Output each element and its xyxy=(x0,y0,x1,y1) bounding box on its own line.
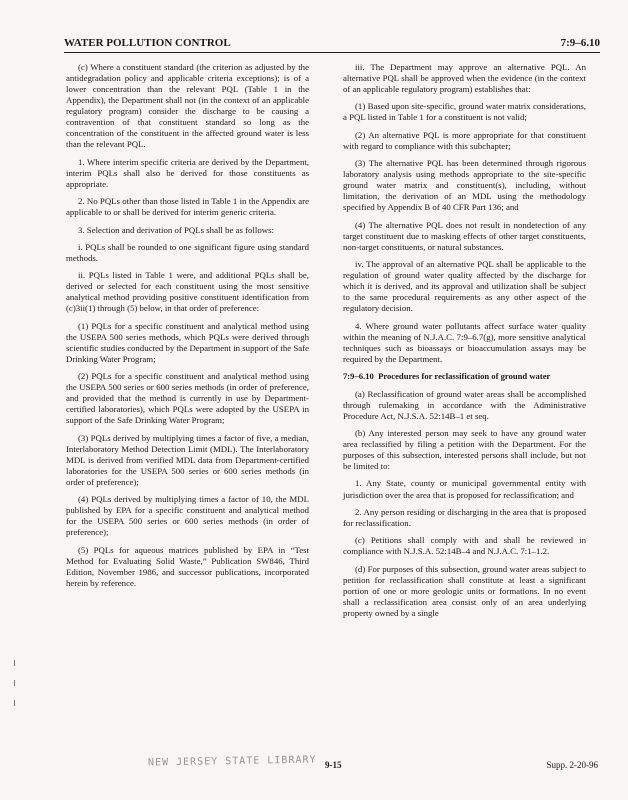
paragraph: 4. Where ground water pollutants affect surface water quality within the meaning of N.J.A.C. 7:9–6.7(g), more sensitive analytical techniques such as bioassays or bioaccumulation assays may be required by the Department. xyxy=(343,320,586,364)
section-title: Procedures for reclassification of ground water xyxy=(378,371,551,382)
paragraph: (5) PQLs for aqueous matrices published by EPA in “Test Method for Evaluating Solid Waste,” Publication SW846, Third Edition, November 1986, and successor publications, incorporated herein by reference. xyxy=(66,544,309,588)
section-number: 7:9–6.10 xyxy=(343,371,374,382)
paragraph: (2) An alternative PQL is more appropriate for that constituent with regard to compliance with this subchapter; xyxy=(343,129,586,151)
header-section-number: 7:9–6.10 xyxy=(560,37,600,49)
paragraph: (1) Based upon site-specific, ground water matrix considerations, a PQL listed in Table 1 for a constituent is not valid; xyxy=(343,101,586,123)
paragraph: ii. PQLs listed in Table 1 were, and additional PQLs shall be, derived or selected for each constituent using the most sensitive analytical method providing positive constituent identification from (c)3ii(1) through (5) below, in that order of preference: xyxy=(66,270,309,314)
page-footer xyxy=(0,754,628,780)
paragraph: (c) Petitions shall comply with and shall be reviewed in compliance with N.J.S.A. 52:14B–4 and N.J.A.C. 7:1–1.2. xyxy=(343,535,586,557)
paragraph: (1) PQLs for a specific constituent and analytical method using the USEPA 500 series methods, which PQLs were derived through scientific studies conducted by the Department in support of the Safe Drinking Water Program; xyxy=(66,320,309,364)
paragraph: 1. Any State, county or municipal governmental entity with jurisdiction over the area that is proposed for reclassification; and xyxy=(343,478,586,500)
paragraph: (d) For purposes of this subsection, ground water areas subject to petition for reclassification shall constitute at least a significant portion of one or more geologic units or formations. In no event shall a reclassification area consist only of an area underlying property owned by a single xyxy=(343,563,586,618)
margin-mark xyxy=(14,660,15,666)
paragraph: i. PQLs shall be rounded to one significant figure using standard methods. xyxy=(66,241,309,263)
page-number: 9-15 xyxy=(325,760,342,770)
margin-mark xyxy=(14,700,15,706)
supplement-date: Supp. 2-20-96 xyxy=(546,760,598,770)
running-header xyxy=(64,36,600,53)
margin-mark xyxy=(14,680,15,686)
paragraph: (4) PQLs derived by multiplying times a factor of 10, the MDL published by EPA for a specific constituent and analytical method for the USEPA 500 series or 600 series methods (in order of preference); xyxy=(66,494,309,538)
paragraph: (c) Where a constituent standard (the criterion as adjusted by the antidegradation policy and applicable criteria exceptions); is of a lower concentration than the relevant PQL (Table 1 in the Appendix), the Department shall not (in the context of an applicable regulatory program) consider the discharge to be causing a contravention of that constituent standard so long as the concentration of the constituent in the affected ground water is less than the relevant PQL. xyxy=(66,62,309,150)
library-stamp: NEW JERSEY STATE LIBRARY xyxy=(147,754,317,769)
section-heading xyxy=(343,371,586,382)
paragraph: (2) PQLs for a specific constituent and analytical method using the USEPA 500 series or 600 series methods (in order of preference, and provided that the method is currently in use by Department-certified laboratories), which PQLs were adopted by the USEPA in support of the Safe Drinking Water Program; xyxy=(66,371,309,426)
paragraph: 1. Where interim specific criteria are derived by the Department, interim PQLs shall also be derived for those constituents as appropriate. xyxy=(66,156,309,189)
header-title: WATER POLLUTION CONTROL xyxy=(64,37,231,49)
left-column xyxy=(66,62,309,595)
paragraph: (b) Any interested person may seek to have any ground water area reclassified by filing a petition with the Department. For the purposes of this subsection, interested persons shall include, but not be limited to: xyxy=(343,427,586,472)
right-column xyxy=(343,62,586,625)
paragraph: 3. Selection and derivation of PQLs shall be as follows: xyxy=(78,224,274,235)
paragraph: 2. Any person residing or discharging in the area that is proposed for reclassification. xyxy=(343,506,586,528)
margin-marks xyxy=(14,660,15,720)
paragraph: iii. The Department may approve an alternative PQL. An alternative PQL shall be approved when the evidence (in the context of an applicable regulatory program) establishes that: xyxy=(343,62,586,95)
paragraph: (a) Reclassification of ground water areas shall be accomplished through rulemaking in accordance with the Administrative Procedure Act, N.J.S.A. 52:14B–1 et seq. xyxy=(343,388,586,421)
paragraph: (3) The alternative PQL has been determined through rigorous laboratory analysis using methods appropriate to the site-specific ground water matrix and constituent(s), including, without limitation, the derivation of an MDL using the methodology specified by Appendix B of 40 CFR Part 136; and xyxy=(343,158,586,213)
paragraph: (4) The alternative PQL does not result in nondetection of any target constituent due to masking effects of other target constituents, non-target constituents, or natural substances. xyxy=(343,219,586,252)
paragraph: 2. No PQLs other than those listed in Table 1 in the Appendix are applicable to or shall be derived for interim generic criteria. xyxy=(66,196,309,218)
paragraph: iv. The approval of an alternative PQL shall be applicable to the regulation of ground water quality affected by the discharge for which it is derived, and its approval and utilization shall be subject to the same procedural requirements as any other aspect of the regulatory decision. xyxy=(343,259,586,314)
paragraph: (3) PQLs derived by multiplying times a factor of five, a median, Interlaboratory Method Detection Limit (MDL). The Interlaboratory MDL is derived from verified MDL data from Department-certified laboratories for the USEPA 500 series or 600 series methods (in order of preference); xyxy=(66,432,309,487)
